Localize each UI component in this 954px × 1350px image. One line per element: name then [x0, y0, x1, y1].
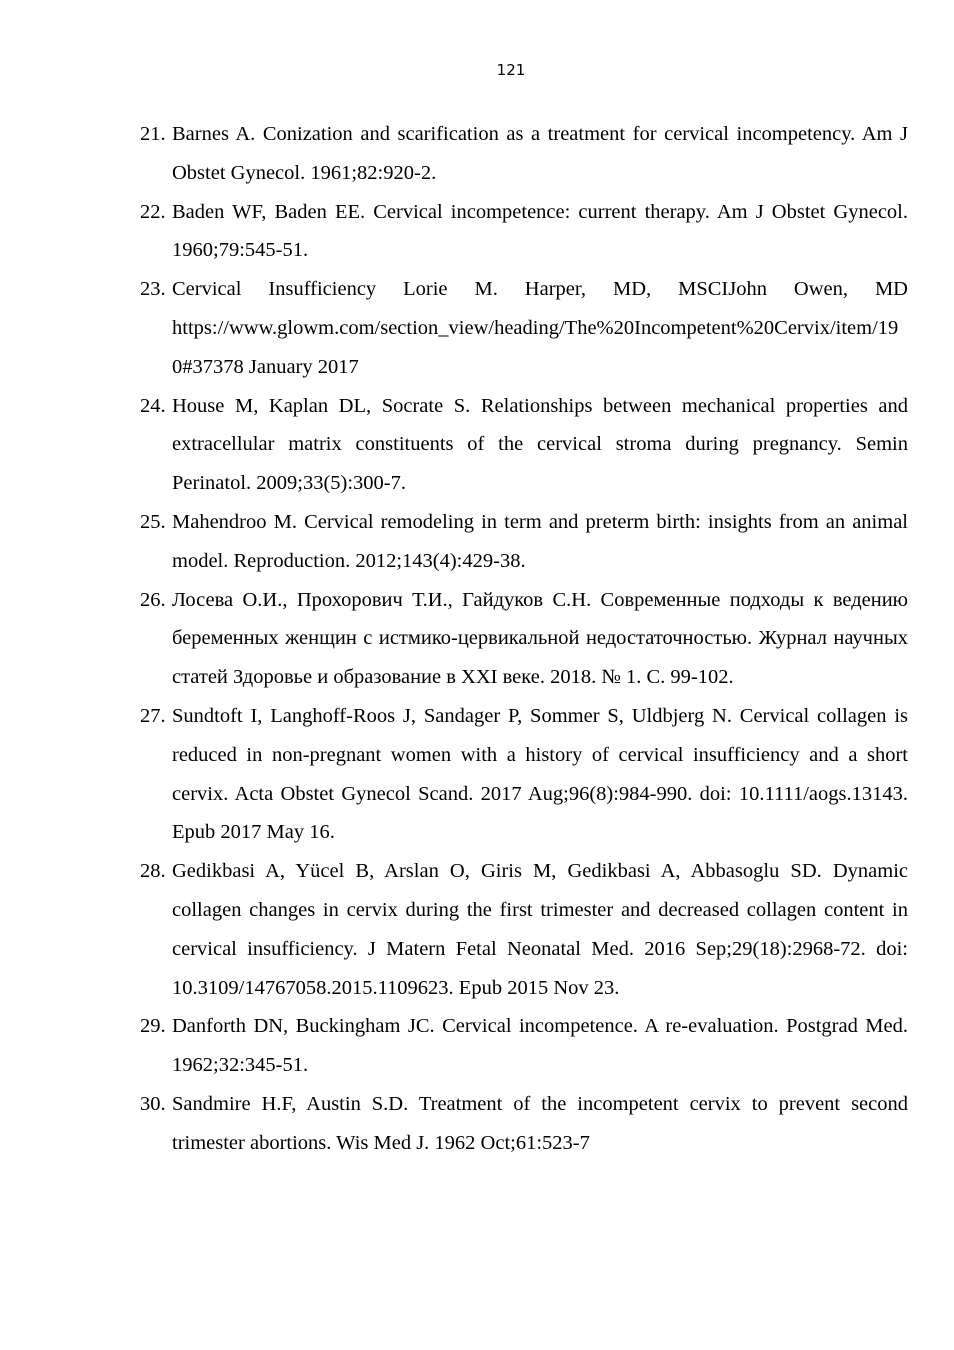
reference-number: 28.	[140, 860, 166, 883]
page-number: 121	[496, 61, 526, 79]
reference-item	[140, 852, 908, 1007]
reference-number: 22.	[140, 200, 166, 223]
reference-item	[140, 697, 908, 852]
reference-number: 21.	[140, 123, 166, 145]
reference-item	[140, 270, 908, 386]
reference-text: Barnes A. Conization and scarification as a treatment for cervical incompetency. Am J Obstet Gynecol. 1961;82:920-2.	[172, 123, 908, 184]
reference-number: 30.	[140, 1092, 166, 1115]
reference-text: House M, Kaplan DL, Socrate S. Relationships between mechanical properties and extracellular matrix constituents of the cervical stroma during pregnancy. Semin Perinatol. 2009;33(5):300-7.	[172, 394, 908, 495]
reference-text: Sundtoft I, Langhoff-Roos J, Sandager P, Sommer S, Uldbjerg N. Cervical collagen is reduced in non-pregnant women with a history of cervical insufficiency and a short cervix. Acta Obstet Gynecol Scand. 2017 Aug;96(8):984-990. doi: 10.1111/aogs.13143. Epub 2017 May 16.	[172, 704, 908, 844]
reference-number: 27.	[140, 704, 166, 727]
reference-text: Danforth DN, Buckingham JC. Cervical incompetence. A re-evaluation. Postgrad Med. 1962;32:345-51.	[172, 1015, 908, 1077]
reference-text: Baden WF, Baden EE. Cervical incompetence: current therapy. Am J Obstet Gynecol. 1960;79:545-51.	[172, 200, 908, 262]
reference-number: 25.	[140, 510, 166, 533]
reference-item	[140, 193, 908, 271]
reference-number: 23.	[140, 278, 166, 301]
reference-list	[140, 115, 908, 1163]
reference-text: Лосева О.И., Прохорович Т.И., Гайдуков С.Н. Современные подходы к ведению беременных женщин с истмико-цервикальной недостаточностью. Журнал научных статей Здоровье и образование в XXI веке. 2018. № 1. С. 99-102.	[172, 588, 908, 689]
reference-number: 24.	[140, 394, 166, 417]
reference-text: Sandmire H.F, Austin S.D. Treatment of the incompetent cervix to prevent second trimester abortions. Wis Med J. 1962 Oct;61:523-7	[172, 1092, 908, 1154]
reference-item	[140, 1085, 908, 1163]
reference-item	[140, 387, 908, 503]
reference-item	[140, 581, 908, 697]
reference-item	[140, 503, 908, 581]
reference-text: Cervical Insufficiency Lorie M. Harper, MD, MSCIJohn Owen, MD https://www.glowm.com/section_view/heading/The%20Incompetent%20Cervix/item/190#37378 January 2017	[172, 278, 908, 378]
reference-text: Mahendroo M. Cervical remodeling in term and preterm birth: insights from an animal model. Reproduction. 2012;143(4):429-38.	[172, 510, 908, 572]
reference-number: 26.	[140, 588, 166, 611]
reference-item	[140, 115, 908, 193]
reference-text: Gedikbasi A, Yücel B, Arslan O, Giris M, Gedikbasi A, Abbasoglu SD. Dynamic collagen changes in cervix during the first trimester and decreased collagen content in cervical insufficiency. J Matern Fetal Neonatal Med. 2016 Sep;29(18):2968-72. doi: 10.3109/14767058.2015.1109623. Epub 2015 Nov 23.	[172, 860, 908, 999]
reference-item	[140, 1007, 908, 1085]
reference-number: 29.	[140, 1015, 166, 1038]
